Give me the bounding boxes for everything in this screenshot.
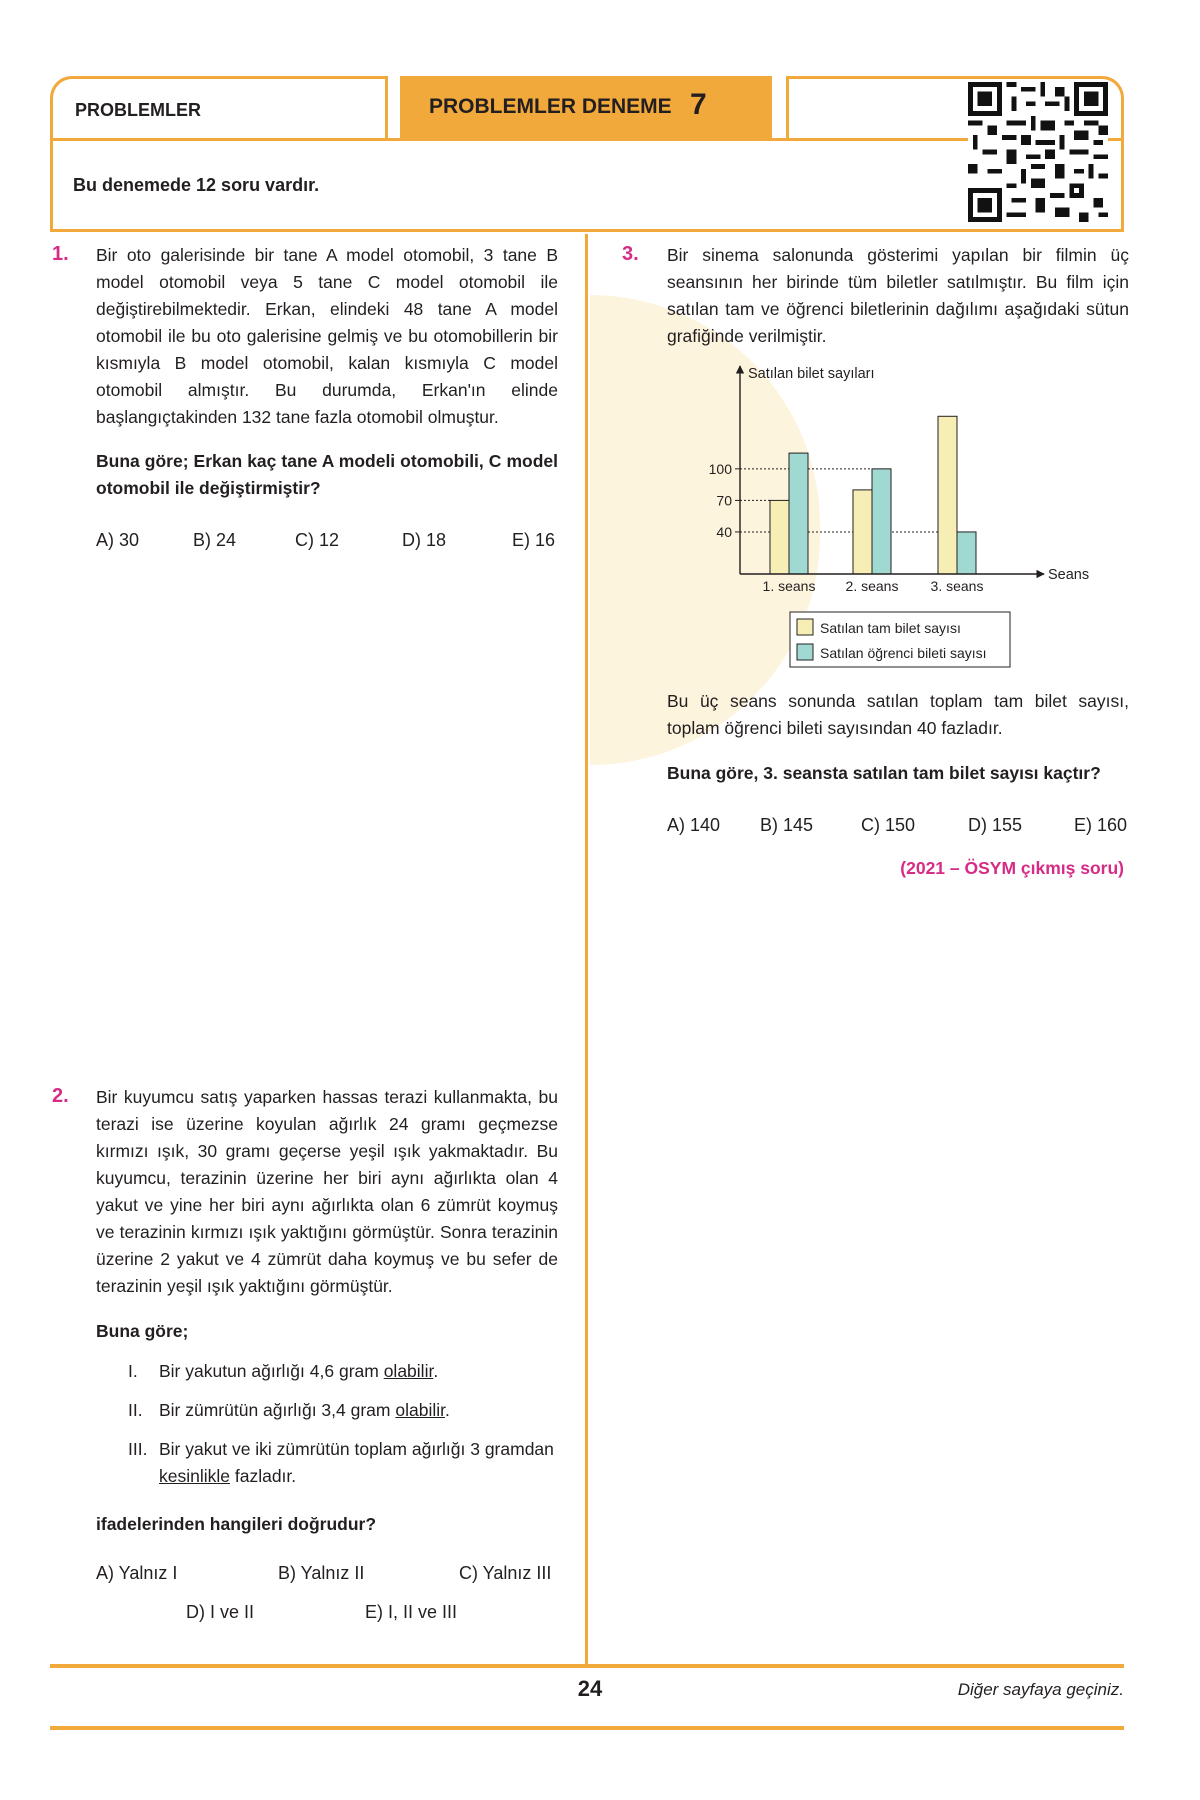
x-tick-label-3: 3. seans [930,578,984,594]
bar-student-1 [789,453,808,574]
legend-swatch-full [797,619,813,635]
statement-1: Bir yakutun ağırlığı 4,6 gram olabilir. [159,1361,439,1381]
bar-full-3 [938,416,957,574]
footer-top-line [50,1664,1124,1668]
question-2-prompt: ifadelerinden hangileri doğrudur? [96,1514,377,1534]
question-1-option-e[interactable]: E) 16 [512,530,556,550]
question-1-number: 1. [52,243,69,265]
question-1-option-a[interactable]: A) 30 [96,530,140,550]
header-section-tab [50,76,388,138]
question-1-option-b[interactable]: B) 24 [193,530,237,550]
chart-legend [790,612,1010,667]
question-2-option-d[interactable]: D) I ve II [186,1602,255,1622]
info-text: Bu denemede 12 soru vardır. [73,175,320,195]
question-2-number: 2. [52,1085,69,1107]
question-1-prompt: Buna göre; Erkan kaç tane A modeli otomobili, C model otomobil ile değiştirmiştir? [96,451,558,498]
question-2-option-b[interactable]: B) Yalnız II [278,1563,365,1583]
question-3-option-e[interactable]: E) 160 [1074,815,1128,835]
statement-2: Bir zümrütün ağırlığı 3,4 gram olabilir. [159,1400,450,1420]
bar-chart [690,360,1100,670]
question-3-info: Bu üç seans sonunda satılan toplam tam bilet sayısı, toplam öğrenci bileti sayısından 40 fazladır. [667,691,1129,738]
footer-bottom-line [50,1726,1124,1730]
question-3-option-a[interactable]: A) 140 [667,815,721,835]
page-number: 24 [577,1676,603,1701]
question-2-text: Bir kuyumcu satış yaparken hassas terazi kullanmakta, bu terazi ise üzerine koyulan ağırlık 24 gramı geçmezse kırmızı ışık, 30 gramı geçerse yeşil ışık yakmaktadır. Bu kuyumcu, terazinin üzerine her biri aynı ağırlıkta olan 4 yakut ve yine her biri aynı ağırlıkta olan 6 zümrüt koymuş ve terazinin kırmızı ışık yaktığını görmüştür. Sonra terazinin üzerine 2 yakut ve 4 zümrüt daha koymuş ve bu sefer de terazinin yeşil ışık yaktığını görmüştür. [96,1087,558,1296]
bar-full-2 [853,490,872,574]
question-2-option-a[interactable]: A) Yalnız I [96,1563,178,1583]
next-page-note: Diğer sayfaya geçiniz. [957,1680,1124,1699]
bar-student-2 [872,469,891,574]
question-1-option-d[interactable]: D) 18 [402,530,447,550]
y-tick-label-70: 70 [716,492,732,509]
exam-number: 7 [690,88,707,121]
question-3-number: 3. [622,243,639,265]
statement-2-number: II. [128,1400,143,1420]
exam-title: PROBLEMLER DENEME [429,95,672,118]
header-title-banner [400,76,772,138]
section-label: PROBLEMLER [75,100,201,120]
legend-swatch-student [797,644,813,660]
legend-label-full: Satılan tam bilet sayısı [820,620,961,636]
question-3-option-d[interactable]: D) 155 [968,815,1023,835]
question-1-option-c[interactable]: C) 12 [295,530,340,550]
x-tick-label-2: 2. seans [845,578,899,594]
y-axis-label: Satılan bilet sayıları [748,366,875,382]
y-tick-label-40: 40 [716,523,732,540]
info-box [50,138,1124,232]
bar-full-1 [770,500,789,574]
question-2-option-c[interactable]: C) Yalnız III [459,1563,552,1583]
qr-code-icon[interactable] [968,82,1108,222]
y-tick-label-100: 100 [708,460,732,477]
statement-1-number: I. [128,1361,138,1381]
question-3-option-b[interactable]: B) 145 [760,815,814,835]
question-2-lead: Buna göre; [96,1321,189,1341]
x-axis-label: Seans [1048,567,1090,583]
legend-label-student: Satılan öğrenci bileti sayısı [820,645,987,661]
bar-student-3 [957,532,976,574]
x-tick-label-1: 1. seans [762,578,816,594]
statement-3: Bir yakut ve iki zümrütün toplam ağırlığı 3 gramdan kesinlikle fazladır. [159,1439,554,1486]
statement-3-number: III. [128,1439,148,1459]
question-1-text: Bir oto galerisinde bir tane A model otomobil, 3 tane B model otomobil veya 5 tane C model otomobil ile değiştirebilmektedir. Erkan, elindeki 48 tane A model otomobil ile bu oto galerisine gelmiş ve bu otomobillerin bir kısmıyla B model otomobil, kalan kısmıyla C model otomobil almıştır. Bu durumda, Erkan'ın elinde başlangıçtakinden 132 tane fazla otomobil olmuştur. [96,245,558,427]
question-2-option-e[interactable]: E) I, II ve III [365,1602,458,1622]
question-3-prompt: Buna göre, 3. seansta satılan tam bilet sayısı kaçtır? [667,763,1101,783]
question-3-source: (2021 – ÖSYM çıkmış soru) [900,858,1124,878]
question-3-option-c[interactable]: C) 150 [861,815,916,835]
question-3-text: Bir sinema salonunda gösterimi yapılan bir filmin üç seansının her birinde tüm biletler satılmıştır. Bu film için satılan tam ve öğrenci biletlerinin dağılımı aşağıdaki sütun grafiğinde verilmiştir. [667,245,1129,346]
column-divider [585,234,588,1664]
